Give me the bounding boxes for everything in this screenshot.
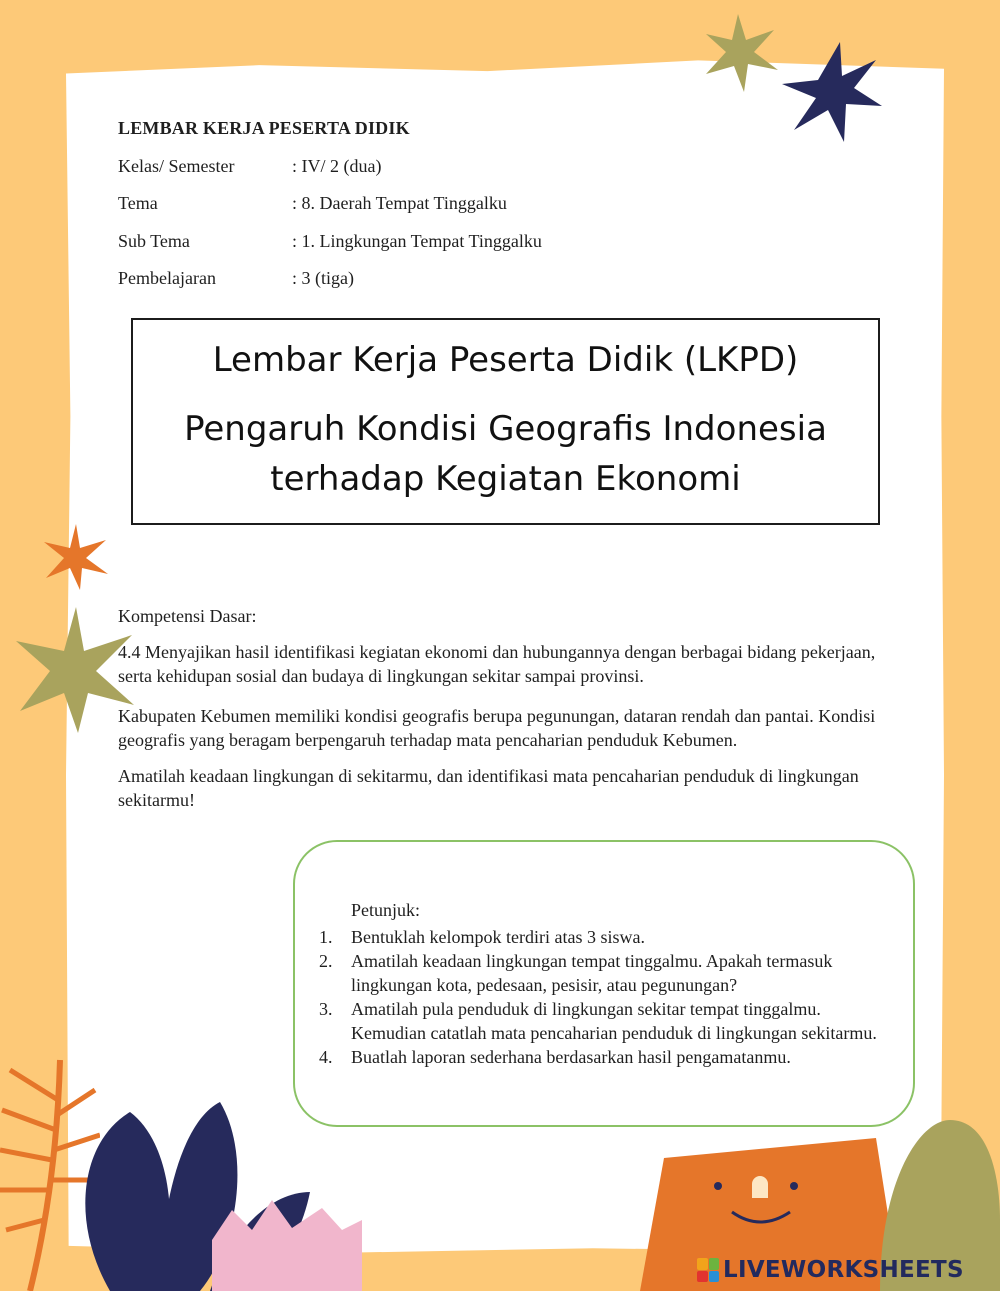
lkpd-title-line3: terhadap Kegiatan Ekonomi xyxy=(270,459,741,499)
class-semester-value: : IV/ 2 (dua) xyxy=(292,156,382,176)
instruction-number: 3. xyxy=(319,999,333,1019)
instruction-item xyxy=(319,949,889,997)
theme-label: Tema xyxy=(118,193,158,213)
subtheme-value: : 1. Lingkungan Tempat Tinggalku xyxy=(292,231,542,251)
theme-value: : 8. Daerah Tempat Tinggalku xyxy=(292,193,507,213)
orange-star-decoration xyxy=(40,522,110,592)
liveworksheets-logo-icon xyxy=(697,1258,719,1282)
pink-shape-decoration xyxy=(212,1200,362,1291)
worksheet-header-title: LEMBAR KERJA PESERTA DIDIK xyxy=(118,118,410,138)
class-semester-label: Kelas/ Semester xyxy=(118,156,235,176)
olive-star-decoration xyxy=(700,12,780,94)
geography-paragraph: Kabupaten Kebumen memiliki kondisi geografis berupa pegunungan, dataran rendah dan pantai. Kondisi geografis yang beragam berpengaruh terhadap mata pencaharian penduduk Kebumen. xyxy=(118,706,876,750)
lkpd-title-line1: Lembar Kerja Peserta Didik (LKPD) xyxy=(212,340,799,380)
instruction-item xyxy=(319,997,889,1045)
liveworksheets-watermark[interactable] xyxy=(697,1257,964,1283)
instruction-text: Amatilah pula penduduk di lingkungan sekitar tempat tinggalmu. Kemudian catatlah mata pencaharian penduduk di lingkungan sekitarmu. xyxy=(351,999,877,1043)
lesson-value: : 3 (tiga) xyxy=(292,268,354,288)
instructions-box xyxy=(293,840,915,1127)
lkpd-title-box xyxy=(131,318,880,525)
subtheme-label: Sub Tema xyxy=(118,231,190,251)
instruction-text: Buatlah laporan sederhana berdasarkan hasil pengamatanmu. xyxy=(351,1047,791,1067)
instructions-title: Petunjuk: xyxy=(351,900,421,920)
liveworksheets-wordmark: LIVEWORKSHEETS xyxy=(723,1257,964,1283)
navy-star-decoration xyxy=(778,40,882,144)
basic-competency-text: 4.4 Menyajikan hasil identifikasi kegiatan ekonomi dan hubungannya dengan berbagai bidang pekerjaan, serta kehidupan sosial dan budaya di lingkungan sekitar sampai provinsi. xyxy=(118,642,876,686)
lkpd-title-subject xyxy=(133,404,878,504)
instructions-list xyxy=(319,925,889,1069)
instruction-item xyxy=(319,1045,889,1069)
instruction-number: 2. xyxy=(319,951,333,971)
basic-competency-label: Kompetensi Dasar: xyxy=(118,606,257,626)
observation-paragraph: Amatilah keadaan lingkungan di sekitarmu, dan identifikasi mata pencaharian penduduk di lingkungan sekitarmu! xyxy=(118,766,859,810)
instruction-text: Amatilah keadaan lingkungan tempat tinggalmu. Apakah termasuk lingkungan kota, pedesaan, pesisir, atau pegunungan? xyxy=(351,951,833,995)
instruction-text: Bentuklah kelompok terdiri atas 3 siswa. xyxy=(351,927,645,947)
instruction-number: 4. xyxy=(319,1047,333,1067)
instruction-number: 1. xyxy=(319,927,333,947)
lesson-label: Pembelajaran xyxy=(118,268,216,288)
lkpd-title-line2: Pengaruh Kondisi Geografis Indonesia xyxy=(184,409,827,449)
instruction-item xyxy=(319,925,889,949)
